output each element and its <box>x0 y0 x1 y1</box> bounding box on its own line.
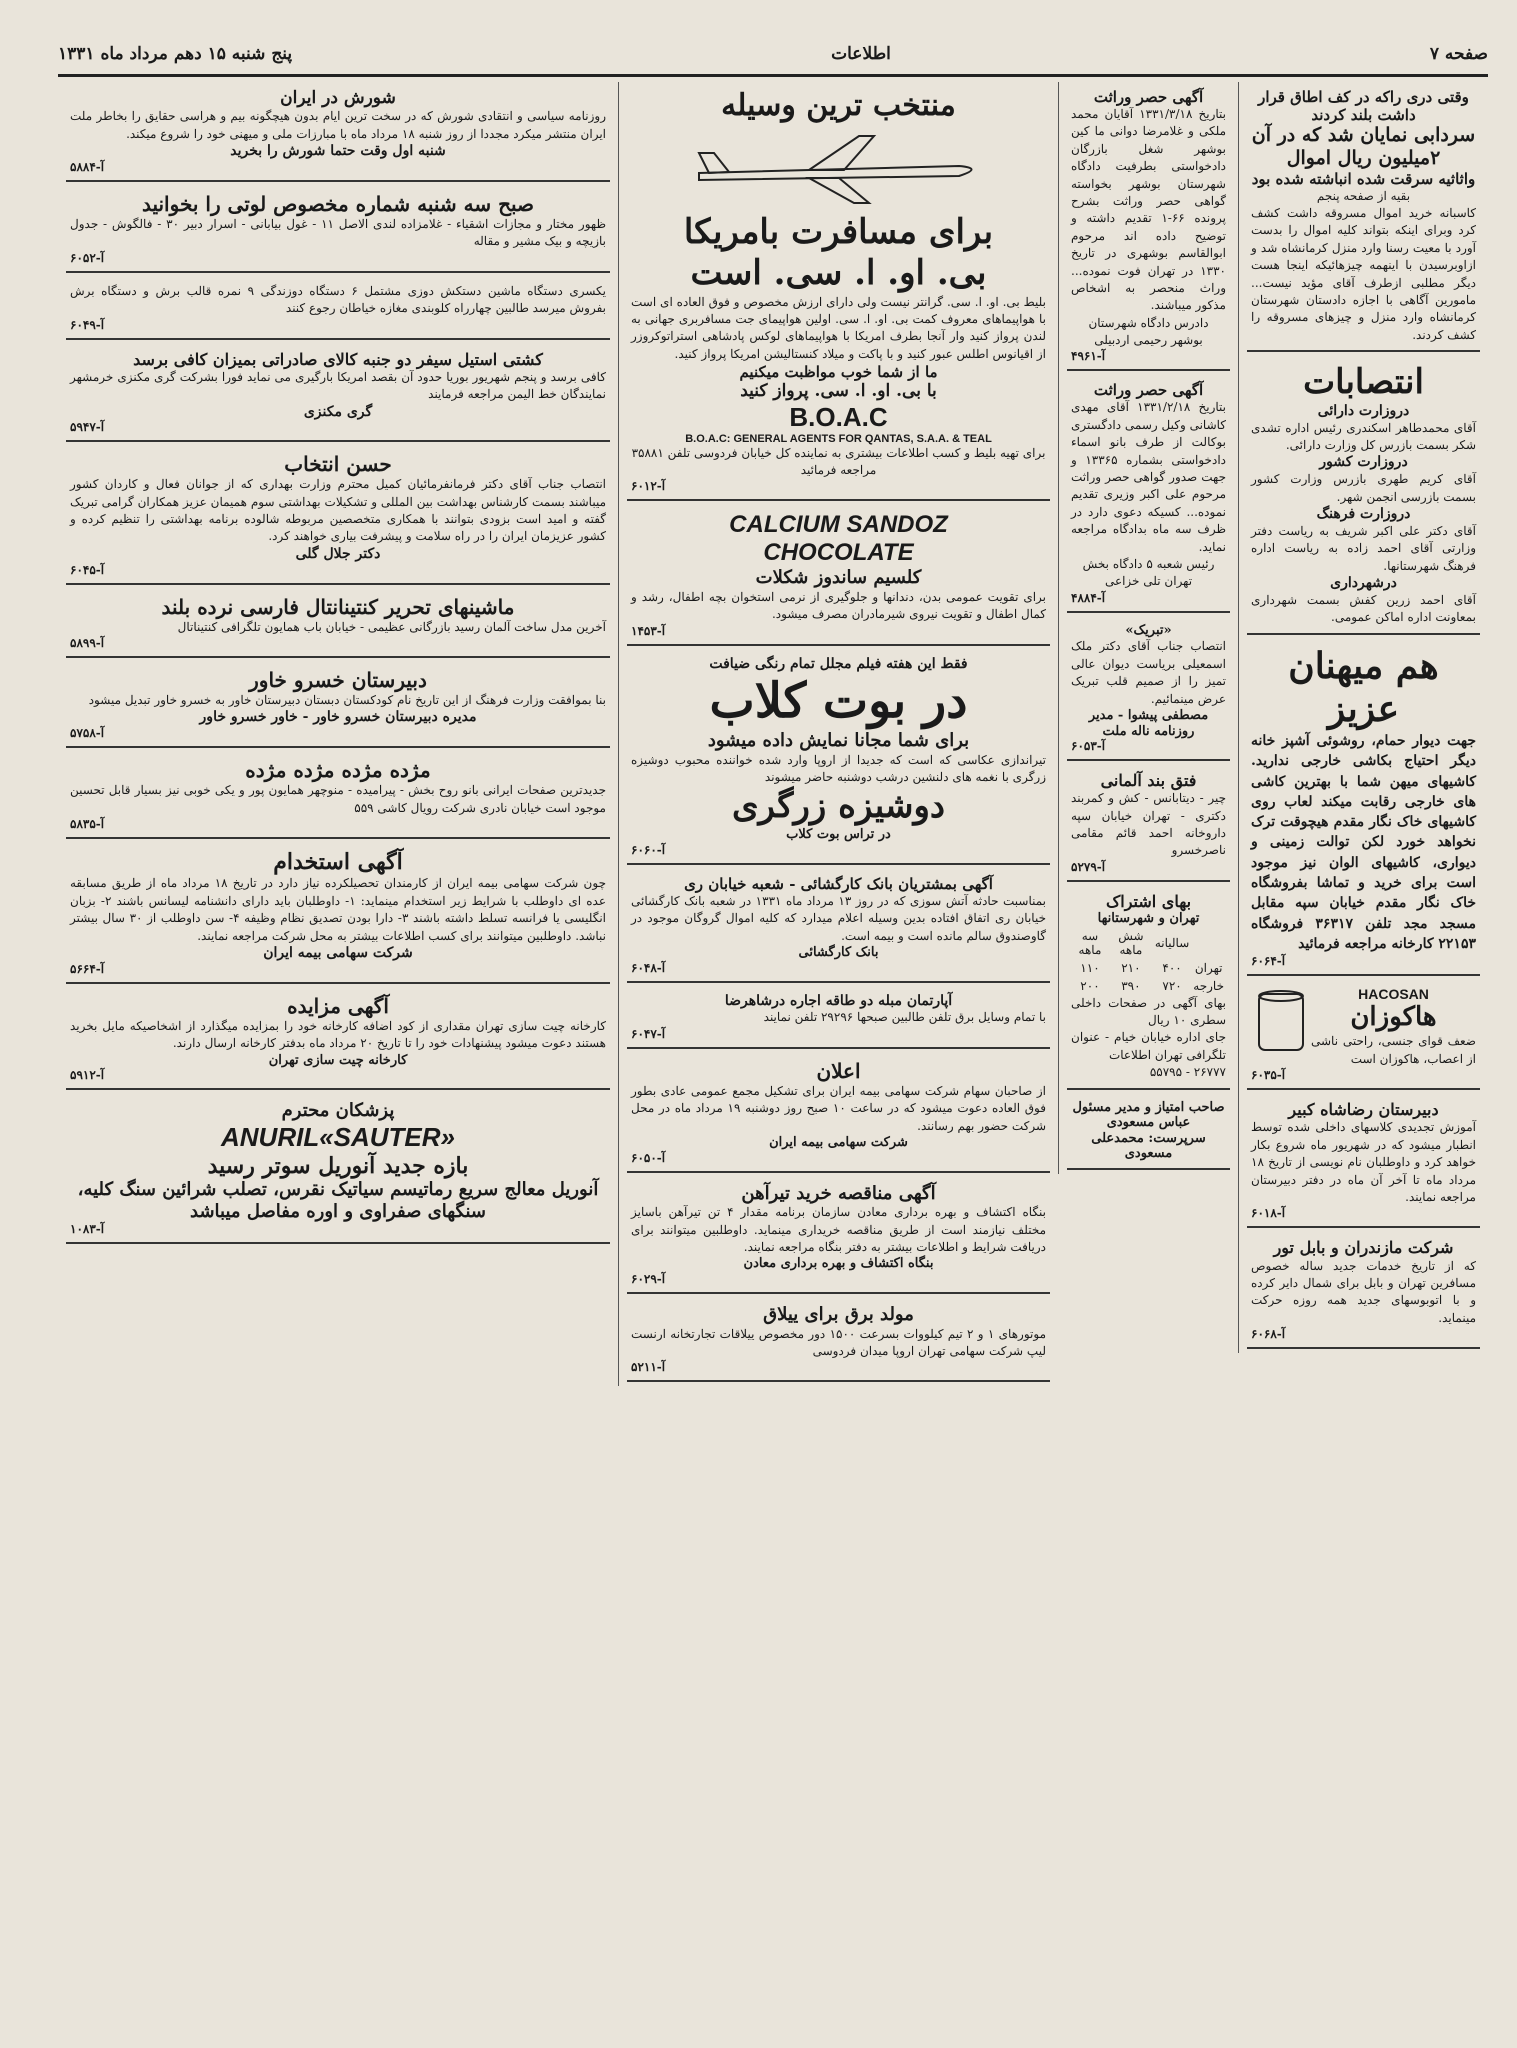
tuesday-ad: صبح سه شنبه شماره مخصوص لوتی را بخوانید ظهور مختار و مجازات اشقیاء - غلامزاده لندی الاصل ۱۱ - غول بیابانی - اسرار دبیر ۳۰ - فالگوش - جدول بازیچه و بیک مشیر و مقاله آ-۶۰۵۲ <box>66 186 610 273</box>
paper-name: اطلاعات <box>831 44 891 64</box>
inheritance-notice-2: آگهی حصر وراثت بتاریخ ۱۳۳۱/۲/۱۸ آقای مهدی کاشانی وکیل رسمی دادگستری بوکالت از طرف بانو اسماء دادخواستی بشماره ۱۳۳۶۵ و جهت صدور گواهی حصر وراثت مرحوم علی اکبر وزیری تقدیم نموده... کسیکه دعوی دارد در ظرف سه ماه بدادگاه مراجعه نماید. رئیس شعبه ۵ دادگاه بخش تهران تلی خزاعی آ-۴۸۸۴ <box>1067 375 1230 612</box>
boac-title-small: منتخب ترین وسیله <box>721 88 956 123</box>
film-ad <box>627 650 1050 865</box>
film-subtitle: برای شما مجانا نمایش داده میشود <box>707 730 970 752</box>
apartment-ad: آپارتمان مبله دو طاقه اجاره درشاهرضا با تمام وسایل برق تلفن طالبین صبحها ۲۹۲۹۶ تلفن نمایند آ-۶۰۴۷ <box>627 987 1050 1049</box>
ship-ad: کشتی استیل سیفر دو جنبه کالای صادراتی بمیزان کافی برسد کافی برسد و پنجم شهریور بوریا حدود آن بقصد امریکا بارگیری می نماید فورا بشرکت گری مکنزی خرمشهر نمایندگان خط الیمن مراجعه فرمایند گری مکنزی آ-۵۹۴۷ <box>66 344 610 443</box>
sandoz-body: برای تقویت عمومی بدن، دندانها و جلوگیری از نرمی استخوان بچه اطفال، رشد و کمال اطفال و تقویت نیروی شیرمادران مصرف میشود. <box>631 589 1047 622</box>
masthead <box>58 34 1488 77</box>
ad-code: آ-۱۰۸۳ <box>70 1222 105 1237</box>
hakosan-ad <box>1247 980 1480 1090</box>
subscription-box: بهای اشتراک تهران و شهرستانها سالیانه شش ماهه سه ماهه تهران ۴۰۰ ۲۱۰ ۱۱۰ خارجه ۷۲۰ ۳۹۰ ۲۰۰ بهای آگهی در صفحات داخلی سطری ۱۰ ریال جای اداره خیابان خیام - عنوان تلگرافی تهران اطلاعات ۲۶۷۷۷ - ۵۵۷۹۵ <box>1067 886 1230 1090</box>
story-body: کاسبانه خرید اموال مسروقه داشت کشف کرد وبرای اینکه بتواند کلیه اموال را بدست آورد با معیت رسنا وارد منزل کرمانشاه شد و ازاوبرسیدن با اینهمه چیزهائیکه اینجا هست دیگر مطلبی ازطرف آقای مؤید نیست... مامورین آگاهی با اجازه دادستان شهرستان کرمانشاه وارد منزل و چیزهای مسروقه را کشف کردند. <box>1251 205 1476 342</box>
sandoz-title: کلسیم ساندوز شکلات <box>755 567 922 589</box>
hakosan-slogan: ضعف قوای جنسی، راحتی ناشی از اعصاب، هاکوزان است <box>1311 1034 1476 1066</box>
film-title: در بوت کلاب <box>709 672 968 729</box>
can-icon <box>1251 986 1311 1056</box>
appointments-title: انتصابات <box>1303 362 1424 403</box>
ad-code: آ-۵۹۱۲ <box>70 1068 105 1083</box>
hakosan-title: هاکوزان <box>1350 1002 1437 1033</box>
anuril-ad: پزشکان محترم ANURIL«SAUTER» بازه جدید آنوریل سوتر رسید آنوریل معالج سریع رماتیسم سیاتیک نقرس، تصلب شرائین سنگ کلیه، سنگهای صفراوی و اوره مفاصل میباشد آ-۱۰۸۳ <box>66 1094 610 1244</box>
table-row: سالیانه شش ماهه سه ماهه <box>1078 928 1190 957</box>
records-ad: مژده مژده مژده مژده جدیدترین صفحات ایرانی بانو روح بخش - پیرامیده - منوچهر همایون پور و یکی خوبی نیز بسیار قابل تحسین موجود است خیابان نادری شرکت رویال کاشی ۵۵۹ آ-۵۸۳۵ <box>66 752 610 839</box>
bus-body: که از تاریخ خدمات جدید ساله خصوص مسافرین تهران و بابل برای شمال دایر کرده و با اتوبوسهای جدید همه روزه حرکت مینماید. <box>1251 1258 1476 1325</box>
ad-code: آ-۵۸۸۴ <box>70 159 105 174</box>
bank-ad: آگهی بمشتریان بانک کارگشائی - شعبه خیابان ری بمناسبت حادثه آتش سوزی که در روز ۱۳ مرداد ماه ۱۳۳۱ در شعبه بانک کارگشائی خیابان ری اتفاق افتاده بدین وسیله اعلام میدارد که کلیه اموال گروگان موجود در گاوصندوق سالم مانده است و بیمه است. بانک کارگشائی آ-۶۰۴۸ <box>627 869 1050 983</box>
newspaper-page <box>58 34 1488 2024</box>
school-ad <box>1247 1094 1480 1228</box>
boac-logo: B.O.A.C <box>789 401 888 432</box>
story-headline-3: واثاثیه سرقت شده انباشته شده بود <box>1251 169 1476 188</box>
announcement-ad: اعلان از صاحبان سهام شرکت سهامی بیمه ایران برای تشکیل مجمع عمومی عادی بطور فوق العاده دعوت میشود که در ساعت ۱۰ صبح روز دوشنبه ۱۹ مرداد ماه در محل شرکت حضور بهم رسانند. شرکت سهامی بیمه ایران آ-۶۰۵۰ <box>627 1053 1050 1173</box>
ad-code: آ-۶۰۶۸ <box>1251 1327 1286 1342</box>
ad-code: آ-۶۰۶۴ <box>1251 954 1286 969</box>
story-headline-1: وقتی دری راکه در کف اطاق قرار داشت بلند کردند <box>1258 88 1469 124</box>
issue-date: پنج شنبه ۱۵ دهم مرداد ماه ۱۳۳۱ <box>58 44 293 64</box>
ad-code: آ-۵۹۴۷ <box>70 420 105 435</box>
hakosan-brand: HACOSAN <box>1358 986 1429 1003</box>
ad-code: آ-۵۲۱۱ <box>631 1360 666 1375</box>
burglary-story <box>1247 82 1480 352</box>
ad-code: آ-۴۸۸۴ <box>1071 590 1106 605</box>
inheritance-notice-1: آگهی حصر وراثت بتاریخ ۱۳۳۱/۳/۱۸ آقایان محمد ملکی و غلامرضا دوانی ما کین بوشهر شغل بازرگان دادخواستی بطرفیت دادگاه شهرستان بوشهر بخواسته گواهی حصر وراثت بشرح پرونده ۶۶-۱ تقدیم داشته و توضیح داده اند مرحوم ابوالقاسم بوشهری در تاریخ ۱۳۳۰ در تهران فوت نموده... وراث منحصر به اشخاص مذکور میباشند. دادرس دادگاه شهرستان بوشهر رحیمی اردبیلی آ-۴۹۶۱ <box>1067 82 1230 371</box>
truss-ad: فتق بند آلمانی چیر - دیتابانس - کش و کمربند دکتری - تهران خیابان سپه داروخانه احمد قائم مقامی ناصرخسرو آ-۵۲۷۹ <box>1067 765 1230 882</box>
boac-title-big: برای مسافرت بامریکا <box>683 212 994 252</box>
ad-code: آ-۶۰۱۸ <box>1251 1206 1286 1221</box>
school-title: دبیرستان رضاشاه کبیر <box>1288 1100 1439 1120</box>
story-continued: بقیه از صفحه پنجم <box>1316 188 1411 203</box>
ad-code: آ-۶۰۵۲ <box>70 250 105 265</box>
appointment-item: درشهرداری آقای احمد زرین کفش بسمت شهرداری بمعاونت اداره اماکن عمومی. <box>1251 575 1476 625</box>
film-singer: دوشیزه زرگری <box>731 786 946 827</box>
boac-slogan: ما از شما خوب مواظبت میکنیم <box>739 363 938 382</box>
ad-code: آ-۵۸۳۵ <box>70 817 105 832</box>
appointment-item: دروزارت فرهنگ آقای دکتر علی اکبر شریف به ریاست دفتر وزارتی آقای احمد زاده به ریاست اداره فرهنگ شهرستانها. <box>1251 506 1476 573</box>
column-4 <box>58 82 618 1248</box>
machines-ad: یکسری دستگاه ماشین دستکش دوزی مشتمل ۶ دستگاه دوزندگی ۹ نمره قالب برش و دستگاه برش بفروش میرسد طالبین چهارراه کلوبندی مغازه خیاطان رجوع کنند آ-۶۰۴۹ <box>66 277 610 340</box>
school-body: آموزش تجدیدی کلاسهای داخلی شده توسط انطبار میشود که در شهریور ماه شروع بکار خواهد کرد و داوطلبان نام نویسی از تاریخ ۱۸ مرداد ماه تا آخر آن ماه در دفتر دبیرستان مراجعه نمایند. <box>1251 1120 1476 1204</box>
auction-ad: آگهی مزایده کارخانه چیت سازی تهران مقداری از کود اضافه کارخانه خود را بمزایده میگذارد از اشخاصیکه مایل بخرید هستند دعوت میشود پیشنهادات خود را تا تاریخ ۲۰ مرداد ماه بدفتر کارخانه ارسال دارند. کارخانه چیت سازی تهران آ-۵۹۱۲ <box>66 988 610 1090</box>
boac-agent: B.O.A.C: GENERAL AGENTS FOR QANTAS, S.A.A. & TEAL <box>685 432 992 445</box>
boac-ad <box>627 82 1050 501</box>
column-3 <box>618 82 1058 1386</box>
film-body: تیراندازی عکاسی که است که جدیدا از اروپا وارد شده خواننده محبوب دوشیزه زرگری با نغمه های دلنشین درشب دوشنبه حاضر میشوند <box>631 752 1046 785</box>
ad-code: آ-۶۰۴۵ <box>70 562 105 577</box>
airplane-icon <box>689 128 989 208</box>
appointment-item: دروزارت دارائی آقای محمدطاهر اسکندری رئیس اداره تشدی شکر بسمت بازرس کل وزارت دارائی. <box>1251 402 1476 453</box>
generator-ad: مولد برق برای ییلاق موتورهای ۱ و ۲ تیم کیلووات بسرعت ۱۵۰۰ دور مخصوص ییلاقات تجارتخانه ارنست لیپ شرکت سهامی تهران اروپا میدان فردوسی آ-۵۲۱۱ <box>627 1298 1050 1382</box>
boac-cta: با بی. او. ا. سی. پرواز کنید <box>740 381 937 402</box>
bus-title: شرکت مازندران و بابل تور <box>1273 1238 1454 1258</box>
sandoz-brand: CALCIUM SANDOZ <box>729 511 948 539</box>
ad-code: آ-۶۰۲۹ <box>631 1271 666 1286</box>
ad-code: آ-۱۴۵۳ <box>631 623 666 638</box>
story-headline-2: سردابی نمایان شد که در آن ۲میلیون ریال اموال <box>1251 124 1476 169</box>
sandoz-chocolate: CHOCOLATE <box>763 539 914 567</box>
film-place: در تراس بوت کلاب <box>786 827 891 843</box>
ad-code: آ-۶۰۶۰ <box>631 842 666 857</box>
ad-code: آ-۶۰۱۲ <box>631 479 666 494</box>
iron-tender-ad: آگهی مناقصه خرید تیرآهن بنگاه اکتشاف و بهره برداری معادن سازمان برنامه مقدار ۴ تن تیرآهن باسایز مختلف نیازمند است از طریق مناقصه خریداری مینماید. داوطلبین میتوانند برای دریافت شرایط و اطلاعات بیشتر به دفتر بنگاه مراجعه نمایند. بنگاه اکتشاف و بهره برداری معادن آ-۶۰۲۹ <box>627 1177 1050 1294</box>
ad-code: آ-۶۰۴۹ <box>70 317 105 332</box>
ad-code: آ-۶۰۴۷ <box>631 1026 666 1041</box>
congrats-ad: «تبریک» انتصاب جناب آقای دکتر ملک اسمعیلی بریاست دیوان عالی تمیز را از صمیم قلب تبریک عرض مینمائیم. مصطفی پیشوا - مدیر روزنامه ناله ملت آ-۶۰۵۳ <box>1067 617 1230 761</box>
typewriter-ad: ماشینهای تحریر کنتینانتال فارسی نرده بلند آخرین مدل ساخت آلمان رسید بازرگانی عظیمی - خیابان باب همایون تلگرافی کنتیناتال آ-۵۸۹۹ <box>66 589 610 658</box>
anuril-brand: ANURIL«SAUTER» <box>220 1121 456 1152</box>
film-pre: فقط این هفته فیلم مجلل تمام رنگی ضیافت <box>709 655 968 672</box>
boac-body: بلیط بی. او. ا. سی. گرانتر نیست ولی دارای ارزش مخصوص و فوق العاده ای است با هواپیماهای معروف کمت بی. او. ا. سی. اولین هواپیمای جت مسافربری جهانی به لندن پرواز کنید وار آنجا بطرف امریکا با هواپیماهای لوکس پادشاهی استراتوکروزر از اقیانوس اطلس عبور کنید و با پاکت و میلاد کنستالیشن امریکا پرواز کنید. <box>631 294 1046 361</box>
tile-ad-body: جهت دیوار حمام، روشوئی آشپز خانه دیگر احتیاج بکاشی خارجی ندارید. کاشیهای میهن شما با بهترین کاشی های خارجی رقابت میکند لعاب روی کاشیهای خاک نگار مقدم هیچوقت ترک نخواهد خورد لکن توالت زمینی و دیواری، کاشیهای الوان نیز موجود است برای خرید و تماشا بفروشگاه خاک نگار مقدم خیابان سپه مقابل مسجد مجد تلفن ۳۶۳۱۷ فروشگاه ۲۲۱۵۳ کارخانه مراجعه فرمائید <box>1251 732 1476 952</box>
khosro-school-ad: دبیرستان خسرو خاور بنا بموافقت وزارت فرهنگ از این تاریخ نام کودکستان دبستان دبیرستان خاور به خسرو خاور تبدیل میشود مدیره دبیرستان خسرو خاور - خاور خسرو خاور آ-۵۷۵۸ <box>66 662 610 748</box>
table-row: خارجه ۷۲۰ ۳۹۰ ۲۰۰ <box>1080 978 1224 993</box>
ad-code: آ-۶۰۵۳ <box>1071 739 1106 754</box>
column-1 <box>1238 82 1488 1353</box>
page-number: صفحه ۷ <box>1429 44 1488 64</box>
ad-code: آ-۵۲۷۹ <box>1071 859 1106 874</box>
ad-code: آ-۴۹۶۱ <box>1071 349 1106 364</box>
bus-ad <box>1247 1232 1480 1349</box>
riot-ad: شورش در ایران روزنامه سیاسی و انتقادی شورش که در سخت ترین ایام بدون هیچگونه بیم و هراسی حقایق را بخاطر ملت ایران منتشر میکرد مجددا از روز شنبه ۱۸ مرداد ماه با مبارزات ملی و میهنی خود را شروع میکند. شنبه اول وقت حتما شورش را بخرید آ-۵۸۸۴ <box>66 82 610 182</box>
column-2 <box>1058 82 1238 1174</box>
boac-contact: برای تهیه بلیط و کسب اطلاعات بیشتری به نماینده کل خیابان فردوسی تلفن ۳۵۸۸۱ مراجعه فرمائید <box>631 445 1046 477</box>
table-row: تهران ۴۰۰ ۲۱۰ ۱۱۰ <box>1080 960 1223 975</box>
tile-ad <box>1247 639 1480 977</box>
hiring-ad: آگهی استخدام چون شرکت سهامی بیمه ایران از کارمندان تحصیلکرده نیاز دارد در تاریخ ۱۸ مرداد ماه از طریق مسابقه عده ای داوطلب با شرایط زیر استخدام مینماید: ۱- داوطلبان باید دارای دانشنامه لیسانس باشند ۲- بزبان انگلیسی یا فرانسه تسلط داشته باشند ۳- دارا بودن تصدیق نظام وظیفه ۴- سن داوطلب از ۳۰ سال بیشتر نباشد. داوطلبین میتوانند برای کسب اطلاعات بیشتر به محل شرکت مراجعه نمایند. شرکت سهامی بیمه ایران آ-۵۶۶۴ <box>66 843 610 984</box>
ad-code: آ-۵۶۶۴ <box>70 961 105 976</box>
good-choice-ad: حسن انتخاب انتصاب جناب آقای دکتر فرمانفرمائیان کمیل محترم وزارت بهداری که از جوانان فعال و کاردان کشور میباشند بسمت کارشناس بهداشت بین المللی و تشکیلات بهداشتی سوم همیمان عزیز همکاران گرامی تبریک گفته و امید است بزودی بتوانند با همکاری متخصصین مربوطه شالوده برنامه بهداشتی را تنظیم کرده و کشور عزیزمان ایران را در راه سلامت و پیشرفت بیاری خواهند کرد. دکتر جلال گلی آ-۶۰۴۵ <box>66 446 610 584</box>
ad-code: آ-۶۰۴۸ <box>631 960 666 975</box>
publisher-box: صاحب امتیاز و مدیر مسئول عباس مسعودی سرپرست: محمدعلی مسعودی <box>1067 1094 1230 1170</box>
appointments <box>1247 356 1480 635</box>
subscription-table <box>1071 927 1226 995</box>
sandoz-ad <box>627 505 1050 645</box>
ad-code: آ-۶۰۵۰ <box>631 1150 666 1165</box>
boac-brand-fa: بی. او. ا. سی. است <box>690 252 987 293</box>
ad-code: آ-۵۸۹۹ <box>70 636 105 651</box>
ad-code: آ-۶۰۳۵ <box>1251 1068 1286 1083</box>
tile-ad-title: هم میهنان عزیز <box>1288 644 1439 730</box>
ad-code: آ-۵۷۵۸ <box>70 726 105 741</box>
appointment-item: دروزارت کشور آقای کریم طهری بازرس وزارت کشور بسمت بازرسی انجمن شهر. <box>1251 454 1476 504</box>
